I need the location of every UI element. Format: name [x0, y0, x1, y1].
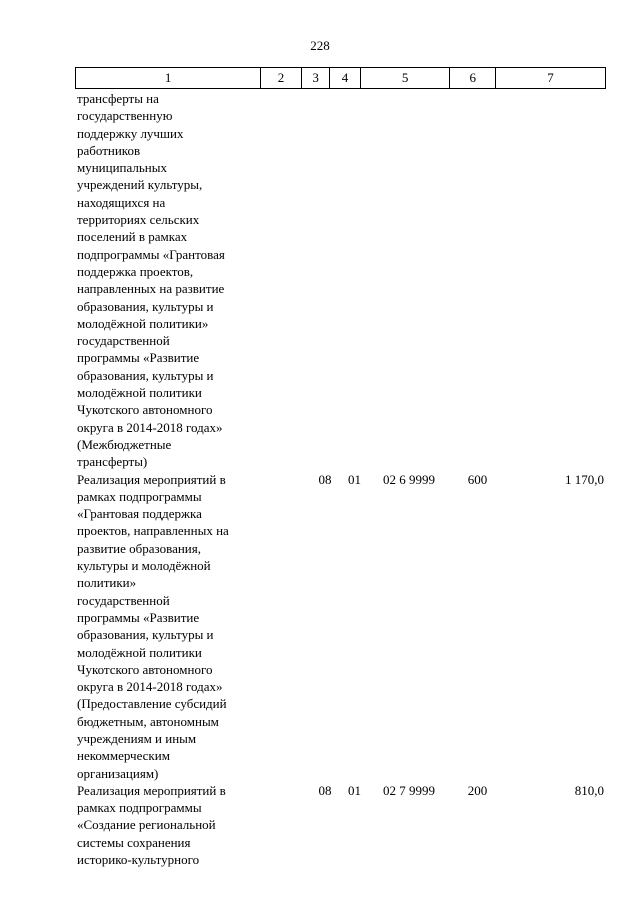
subsection-code: 01: [348, 471, 361, 487]
description-line: округа в 2014-2018 годах»: [77, 679, 223, 695]
expense-type-code: 600: [467, 471, 488, 487]
description-line: Чукотского автономного: [77, 402, 213, 418]
description-line: образования, культуры и: [77, 298, 214, 314]
description-line: политики»: [77, 575, 137, 591]
target-article-code: 02 6 9999: [383, 471, 435, 487]
description-line: некоммерческим: [77, 748, 170, 764]
description-line: работников: [77, 142, 141, 158]
description-line: подпрограммы «Грантовая: [77, 246, 225, 262]
description-line: трансферты): [77, 454, 148, 470]
description-line: развитие образования,: [77, 540, 201, 556]
description-line: бюджетным, автономным: [77, 713, 219, 729]
target-article-code: 02 7 9999: [383, 782, 435, 798]
expense-type-code: 200: [467, 782, 488, 798]
row-description: [75, 90, 259, 471]
section-code: 08: [318, 782, 332, 798]
description-line: образования, культуры и: [77, 367, 214, 383]
description-line: муниципальных: [77, 160, 168, 176]
description-line: трансферты на: [77, 91, 159, 106]
description-line: направленных на развитие: [77, 281, 225, 297]
description-line: (Предоставление субсидий: [77, 696, 227, 712]
description-line: проектов, направленных на: [77, 523, 229, 539]
row-description: [75, 471, 259, 782]
description-line: рамках подпрограммы: [77, 488, 202, 504]
column-header-2: 2: [261, 68, 302, 89]
column-header-table: [75, 67, 606, 89]
column-header-7: 7: [496, 68, 606, 89]
description-line: программы «Развитие: [77, 609, 200, 625]
description-line: учреждений культуры,: [77, 177, 203, 193]
table-body: [75, 90, 606, 868]
description-line: (Межбюджетные: [77, 436, 172, 452]
description-line: поддержку лучших: [77, 125, 184, 141]
description-line: организациям): [77, 765, 159, 781]
description-line: системы сохранения: [77, 834, 191, 850]
description-line: Чукотского автономного: [77, 661, 213, 677]
subsection-code: 01: [348, 782, 361, 798]
page-number: 228: [310, 38, 330, 53]
description-line: образования, культуры и: [77, 627, 214, 643]
column-header-6: 6: [450, 68, 496, 89]
description-line: молодёжной политики»: [77, 315, 209, 331]
table-row: [75, 90, 606, 471]
column-header-3: 3: [301, 68, 329, 89]
description-line: «Грантовая поддержка: [77, 506, 202, 522]
amount-value: 1 170,0: [565, 471, 604, 487]
description-line: культуры и молодёжной: [77, 558, 211, 574]
description-line: рамках подпрограммы: [77, 800, 202, 816]
table-row: [75, 782, 606, 868]
description-line: территориях сельских: [77, 212, 200, 228]
description-line: государственную: [77, 108, 173, 124]
description-line: молодёжной политики: [77, 385, 202, 401]
column-header-4: 4: [330, 68, 361, 89]
column-header-row: [76, 68, 606, 89]
description-line: государственной: [77, 592, 170, 608]
description-line: округа в 2014-2018 годах»: [77, 419, 223, 435]
description-line: находящихся на: [77, 194, 166, 210]
description-line: историко-культурного: [77, 852, 200, 868]
amount-value: 810,0: [574, 782, 604, 798]
description-line: Реализация мероприятий в: [77, 471, 226, 487]
description-line: молодёжной политики: [77, 644, 202, 660]
description-line: государственной: [77, 333, 170, 349]
column-header-1: 1: [76, 68, 261, 89]
description-line: программы «Развитие: [77, 350, 200, 366]
description-line: учреждениям и иным: [77, 730, 197, 746]
section-code: 08: [318, 471, 332, 487]
description-line: поселений в рамках: [77, 229, 188, 245]
description-line: «Создание региональной: [77, 817, 216, 833]
description-line: Реализация мероприятий в: [77, 782, 226, 798]
column-header-5: 5: [360, 68, 450, 89]
table-row: [75, 471, 606, 782]
row-description: [75, 782, 259, 868]
description-line: поддержка проектов,: [77, 263, 194, 279]
